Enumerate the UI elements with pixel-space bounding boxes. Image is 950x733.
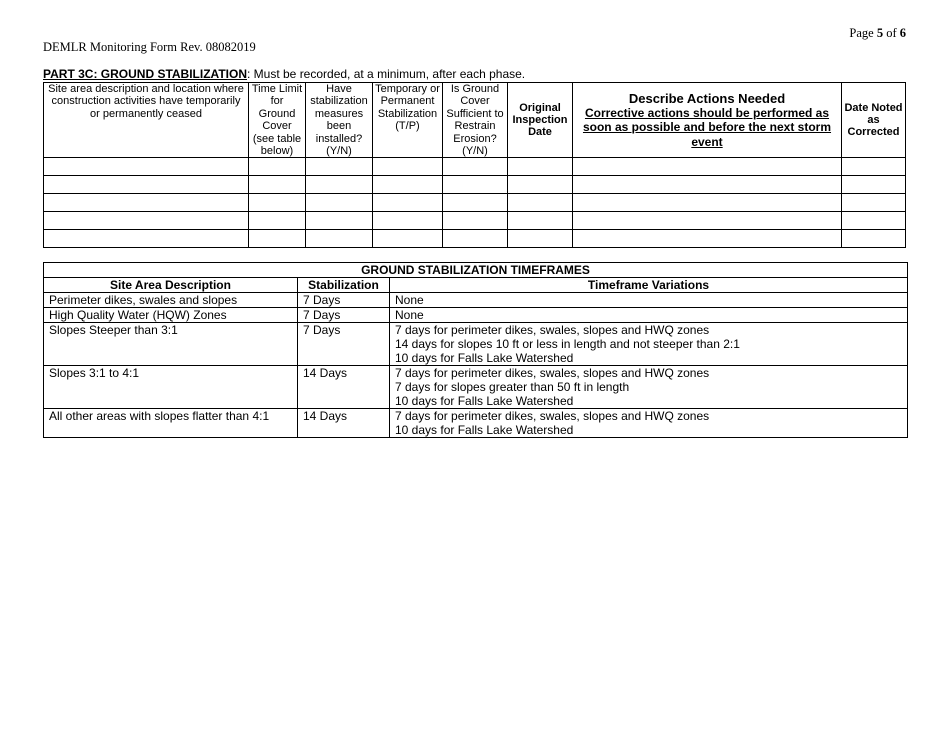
- variation-line: None: [395, 293, 424, 307]
- timeframes-header-row: [44, 278, 908, 293]
- form-revision: DEMLR Monitoring Form Rev. 08082019: [43, 40, 256, 54]
- log-cell-have-stabilization[interactable]: [306, 194, 373, 212]
- log-entry-row: [44, 212, 906, 230]
- variation-line: 7 days for perimeter dikes, swales, slopes and HWQ zones: [395, 366, 710, 380]
- log-cell-actions[interactable]: [573, 158, 842, 176]
- log-cell-date-corrected[interactable]: [842, 158, 906, 176]
- section-title: PART 3C: GROUND STABILIZATION: [43, 67, 247, 81]
- log-cell-date-corrected[interactable]: [842, 230, 906, 248]
- header-have-stabilization: Have stabilization measures been installed? (Y/N): [306, 83, 373, 158]
- variation-line: 10 days for Falls Lake Watershed: [395, 394, 574, 408]
- log-cell-time-limit[interactable]: [249, 158, 306, 176]
- log-cell-have-stabilization[interactable]: [306, 212, 373, 230]
- page-current: 5: [876, 26, 884, 40]
- timeframe-row: [44, 409, 908, 438]
- log-header-row: [44, 83, 906, 158]
- log-cell-actions[interactable]: [573, 194, 842, 212]
- page-total: 6: [899, 26, 906, 40]
- timeframe-row: [44, 293, 908, 308]
- timeframe-row: [44, 323, 908, 366]
- log-cell-inspection-date[interactable]: [508, 230, 573, 248]
- header-site-area: Site area description and location where construction activities have temporarily or permanently ceased: [44, 83, 249, 158]
- log-cell-date-corrected[interactable]: [842, 176, 906, 194]
- page-label: Page: [849, 26, 877, 40]
- log-cell-inspection-date[interactable]: [508, 194, 573, 212]
- log-cell-time-limit[interactable]: [249, 176, 306, 194]
- log-cell-ground-cover[interactable]: [443, 194, 508, 212]
- log-cell-ground-cover[interactable]: [443, 176, 508, 194]
- variation-line: 7 days for perimeter dikes, swales, slopes and HWQ zones: [395, 323, 710, 337]
- log-cell-temp-perm[interactable]: [373, 212, 443, 230]
- timeframe-stabilization: 14 Days: [298, 366, 390, 409]
- log-cell-site-area[interactable]: [44, 212, 249, 230]
- log-entry-row: [44, 194, 906, 212]
- log-cell-inspection-date[interactable]: [508, 158, 573, 176]
- timeframe-variations: [390, 293, 908, 308]
- variation-line: None: [395, 308, 424, 322]
- log-cell-date-corrected[interactable]: [842, 194, 906, 212]
- log-cell-temp-perm[interactable]: [373, 158, 443, 176]
- variation-line: 7 days for perimeter dikes, swales, slopes and HWQ zones: [395, 409, 710, 423]
- log-entry-row: [44, 158, 906, 176]
- section-heading: [43, 67, 525, 81]
- log-cell-time-limit[interactable]: [249, 230, 306, 248]
- log-cell-temp-perm[interactable]: [373, 176, 443, 194]
- timeframe-variations: [390, 366, 908, 409]
- timeframe-variations: [390, 409, 908, 438]
- timeframe-stabilization: 7 Days: [298, 308, 390, 323]
- log-cell-inspection-date[interactable]: [508, 212, 573, 230]
- variation-line: 10 days for Falls Lake Watershed: [395, 351, 574, 365]
- log-cell-have-stabilization[interactable]: [306, 230, 373, 248]
- log-cell-inspection-date[interactable]: [508, 176, 573, 194]
- timeframe-variations: [390, 323, 908, 366]
- header-date-corrected: Date Noted as Corrected: [842, 83, 906, 158]
- log-cell-actions[interactable]: [573, 230, 842, 248]
- timeframe-area: Perimeter dikes, swales and slopes: [44, 293, 298, 308]
- timeframes-title-row: [44, 263, 908, 278]
- header-inspection-date: Original Inspection Date: [508, 83, 573, 158]
- log-cell-have-stabilization[interactable]: [306, 158, 373, 176]
- variation-line: 10 days for Falls Lake Watershed: [395, 423, 574, 437]
- header-temp-perm: Temporary or Permanent Stabilization (T/P): [373, 83, 443, 158]
- timeframe-stabilization: 7 Days: [298, 293, 390, 308]
- log-cell-date-corrected[interactable]: [842, 212, 906, 230]
- header-actions-title: Describe Actions Needed: [628, 90, 786, 106]
- log-cell-site-area[interactable]: [44, 158, 249, 176]
- timeframe-area: High Quality Water (HQW) Zones: [44, 308, 298, 323]
- log-cell-site-area[interactable]: [44, 230, 249, 248]
- stabilization-log-table: [43, 82, 906, 248]
- timeframes-title: GROUND STABILIZATION TIMEFRAMES: [44, 263, 908, 278]
- col-site-area-description: Site Area Description: [44, 278, 298, 293]
- timeframe-area: Slopes Steeper than 3:1: [44, 323, 298, 366]
- log-cell-time-limit[interactable]: [249, 212, 306, 230]
- log-cell-actions[interactable]: [573, 176, 842, 194]
- header-actions: [573, 83, 842, 158]
- log-cell-temp-perm[interactable]: [373, 194, 443, 212]
- log-cell-have-stabilization[interactable]: [306, 176, 373, 194]
- timeframe-stabilization: 7 Days: [298, 323, 390, 366]
- log-cell-ground-cover[interactable]: [443, 230, 508, 248]
- header-time-limit: Time Limit for Ground Cover (see table below): [249, 83, 306, 158]
- log-cell-actions[interactable]: [573, 212, 842, 230]
- log-cell-site-area[interactable]: [44, 176, 249, 194]
- header-actions-sub: Corrective actions should be performed as soon as possible and before the next storm event: [582, 105, 832, 149]
- section-note: : Must be recorded, at a minimum, after each phase.: [247, 67, 526, 81]
- col-stabilization: Stabilization: [298, 278, 390, 293]
- timeframe-area: Slopes 3:1 to 4:1: [44, 366, 298, 409]
- variation-line: 7 days for slopes greater than 50 ft in length: [395, 380, 630, 394]
- timeframe-area: All other areas with slopes flatter than 4:1: [44, 409, 298, 438]
- col-timeframe-variations: Timeframe Variations: [390, 278, 908, 293]
- page-number: [849, 26, 906, 41]
- page-of-label: of: [883, 26, 900, 40]
- timeframe-row: [44, 308, 908, 323]
- log-entry-row: [44, 230, 906, 248]
- log-cell-time-limit[interactable]: [249, 194, 306, 212]
- log-cell-temp-perm[interactable]: [373, 230, 443, 248]
- log-cell-ground-cover[interactable]: [443, 158, 508, 176]
- log-cell-site-area[interactable]: [44, 194, 249, 212]
- timeframe-variations: [390, 308, 908, 323]
- log-cell-ground-cover[interactable]: [443, 212, 508, 230]
- variation-line: 14 days for slopes 10 ft or less in length and not steeper than 2:1: [395, 337, 740, 351]
- header-ground-cover: Is Ground Cover Sufficient to Restrain Erosion? (Y/N): [443, 83, 508, 158]
- timeframe-stabilization: 14 Days: [298, 409, 390, 438]
- log-entry-row: [44, 176, 906, 194]
- timeframes-table: [43, 262, 908, 438]
- timeframe-row: [44, 366, 908, 409]
